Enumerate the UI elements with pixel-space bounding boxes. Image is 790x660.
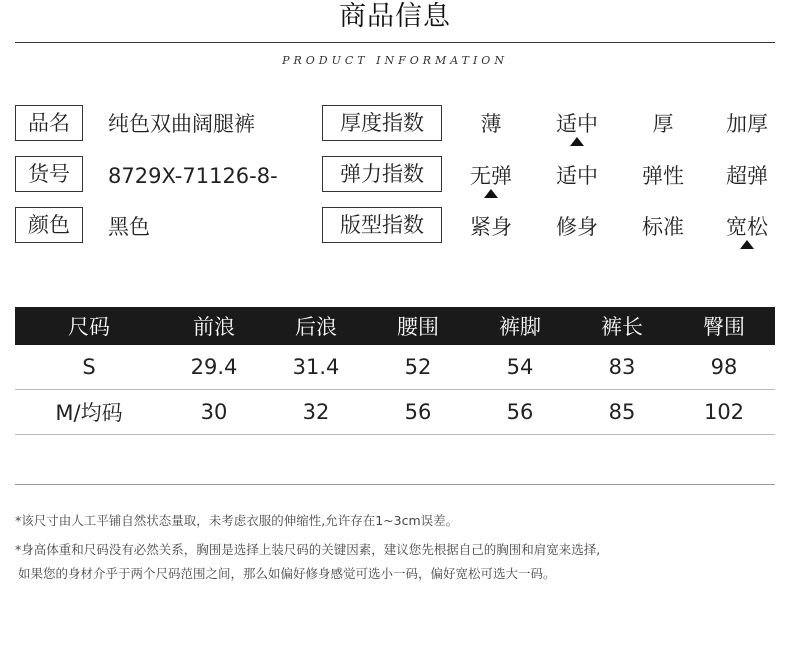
fit-index-label: 版型指数 [322,207,442,243]
elasticity-selected-marker [484,189,498,198]
table-cell: 83 [571,345,673,390]
table-cell: 30 [163,390,265,435]
table-cell: 85 [571,390,673,435]
thickness-option-thin: 薄 [480,112,502,136]
fit-option-regular: 标准 [642,215,684,239]
notes-divider [15,484,775,485]
table-cell: M/均码 [15,390,163,435]
fit-option-loose: 宽松 [726,215,768,239]
table-cell: 102 [673,390,775,435]
sizing-advice-note-continued: 如果您的身材介乎于两个尺码范围之间，那么如偏好修身感觉可选小一码，偏好宽松可选大一码。 [18,566,556,581]
header-hip: 臀围 [673,307,775,345]
product-name-value: 纯色双曲阔腿裤 [108,112,255,136]
size-table-header-row [15,307,775,345]
table-cell: 54 [469,345,571,390]
thickness-option-extra-thick: 加厚 [726,112,768,136]
elasticity-option-super: 超弹 [726,164,768,188]
sizing-advice-note: *身高体重和尺码没有必然关系，胸围是选择上装尺码的关键因素，建议您先根据自己的胸围和肩宽来选择, [15,542,601,557]
title-divider [15,42,775,43]
elasticity-option-moderate: 适中 [556,164,598,188]
table-cell: 32 [265,390,367,435]
fit-selected-marker [740,240,754,249]
thickness-option-thick: 厚 [652,112,674,136]
thickness-selected-marker [570,137,584,146]
table-cell: 98 [673,345,775,390]
table-cell: S [15,345,163,390]
thickness-index-label: 厚度指数 [322,105,442,141]
page-title: 商品信息 [339,1,451,32]
item-number-value: 8729X-71126-8- [108,164,278,188]
header-length: 裤长 [571,307,673,345]
table-cell: 56 [469,390,571,435]
header-waist: 腰围 [367,307,469,345]
header-front-rise: 前浪 [163,307,265,345]
elasticity-option-none: 无弹 [470,164,512,188]
thickness-option-medium: 适中 [556,112,598,136]
measurement-note: *该尺寸由人工平铺自然状态量取，未考虑衣服的伸缩性,允许存在1~3cm误差。 [15,513,459,528]
header-leg-opening: 裤脚 [469,307,571,345]
table-cell: 31.4 [265,345,367,390]
header-size: 尺码 [15,307,163,345]
size-table [15,307,775,435]
table-cell: 52 [367,345,469,390]
table-cell: 29.4 [163,345,265,390]
color-value: 黑色 [108,215,150,239]
header-back-rise: 后浪 [265,307,367,345]
item-number-label: 货号 [15,156,83,192]
table-row [15,345,775,390]
elasticity-option-elastic: 弹性 [642,164,684,188]
color-label: 颜色 [15,207,83,243]
fit-option-slim: 修身 [556,215,598,239]
table-cell: 56 [367,390,469,435]
elasticity-index-label: 弹力指数 [322,156,442,192]
table-row [15,390,775,435]
product-name-label: 品名 [15,105,83,141]
page-subtitle: PRODUCT INFORMATION [282,54,508,67]
fit-option-tight: 紧身 [470,215,512,239]
